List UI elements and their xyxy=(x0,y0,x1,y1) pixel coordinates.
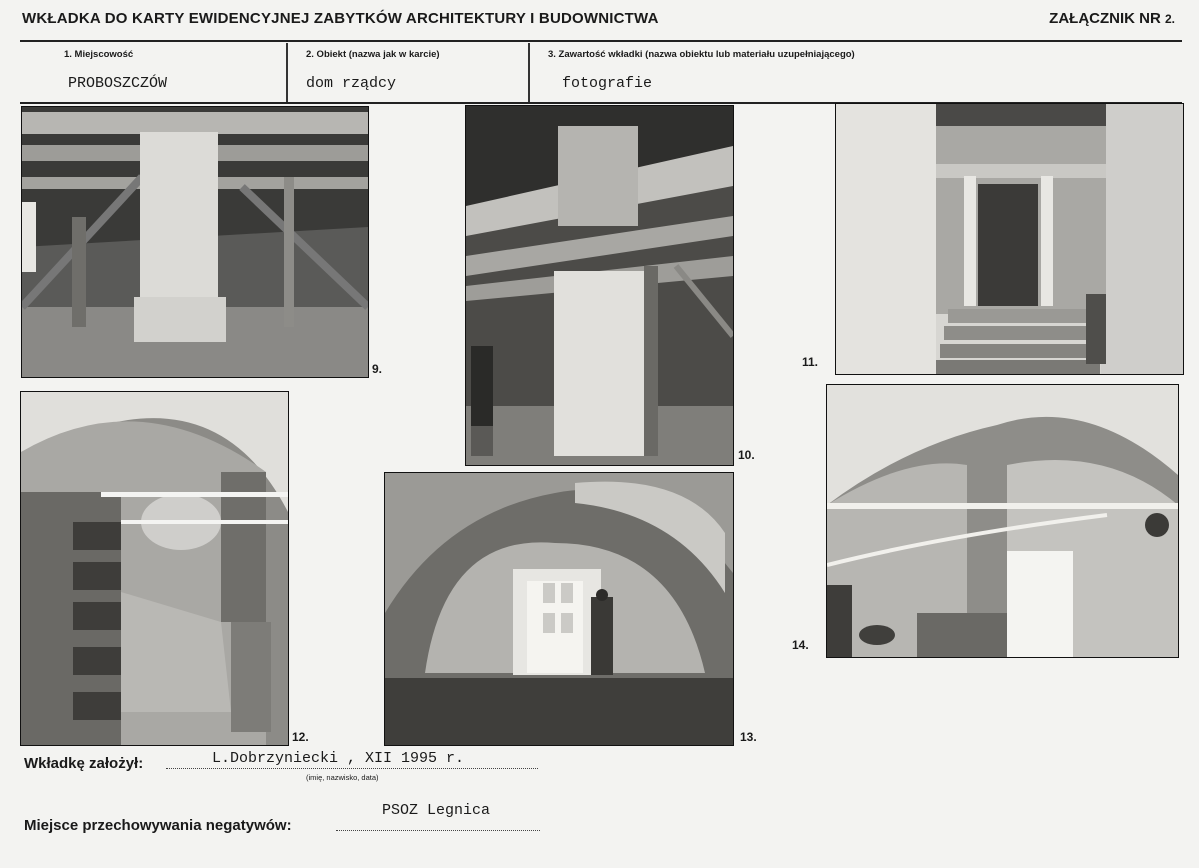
photo-number: 13. xyxy=(740,730,757,744)
field-value-locality: PROBOSZCZÓW xyxy=(68,75,168,92)
photo-attic-chimney xyxy=(21,106,369,378)
photo-cellar-pipes xyxy=(826,384,1179,658)
attachment-label: ZAŁĄCZNIK NR 2. xyxy=(1049,10,1175,27)
storage-dotted-line xyxy=(336,830,540,831)
photo-number: 12. xyxy=(292,730,309,744)
author-dotted-line xyxy=(166,768,538,769)
storage-label: Miejsce przechowywania negatywów: xyxy=(24,817,292,834)
form-title: WKŁADKA DO KARTY EWIDENCYJNEJ ZABYTKÓW ARCHITEKTURY I BUDOWNICTWA xyxy=(22,10,659,27)
storage-value: PSOZ Legnica xyxy=(382,802,491,819)
field-divider xyxy=(286,43,288,103)
photo-number: 9. xyxy=(372,362,383,376)
author-value: L.Dobrzyniecki , XII 1995 r. xyxy=(212,750,465,767)
photo-cellar-boiler xyxy=(20,391,289,746)
field-value-contents: fotografie xyxy=(562,75,653,92)
photo-number: 14. xyxy=(792,638,809,652)
photo-cellar-door xyxy=(384,472,734,746)
field-label-locality: 1. Miejscowość xyxy=(64,49,134,60)
photo-number: 10. xyxy=(738,448,755,462)
attachment-number: 2. xyxy=(1164,12,1175,26)
author-hint: (imię, nazwisko, data) xyxy=(306,773,379,782)
photo-attic-beams xyxy=(465,105,734,466)
field-divider xyxy=(528,43,530,103)
author-label: Wkładkę założył: xyxy=(24,755,144,772)
field-label-object: 2. Obiekt (nazwa jak w karcie) xyxy=(306,49,440,60)
field-value-object: dom rządcy xyxy=(306,75,397,92)
photo-doorway-stairs xyxy=(835,103,1184,375)
field-label-contents: 3. Zawartość wkładki (nazwa obiektu lub materiału uzupełniającego) xyxy=(548,49,855,60)
header-rule xyxy=(20,40,1182,42)
photo-number: 11. xyxy=(802,355,819,369)
